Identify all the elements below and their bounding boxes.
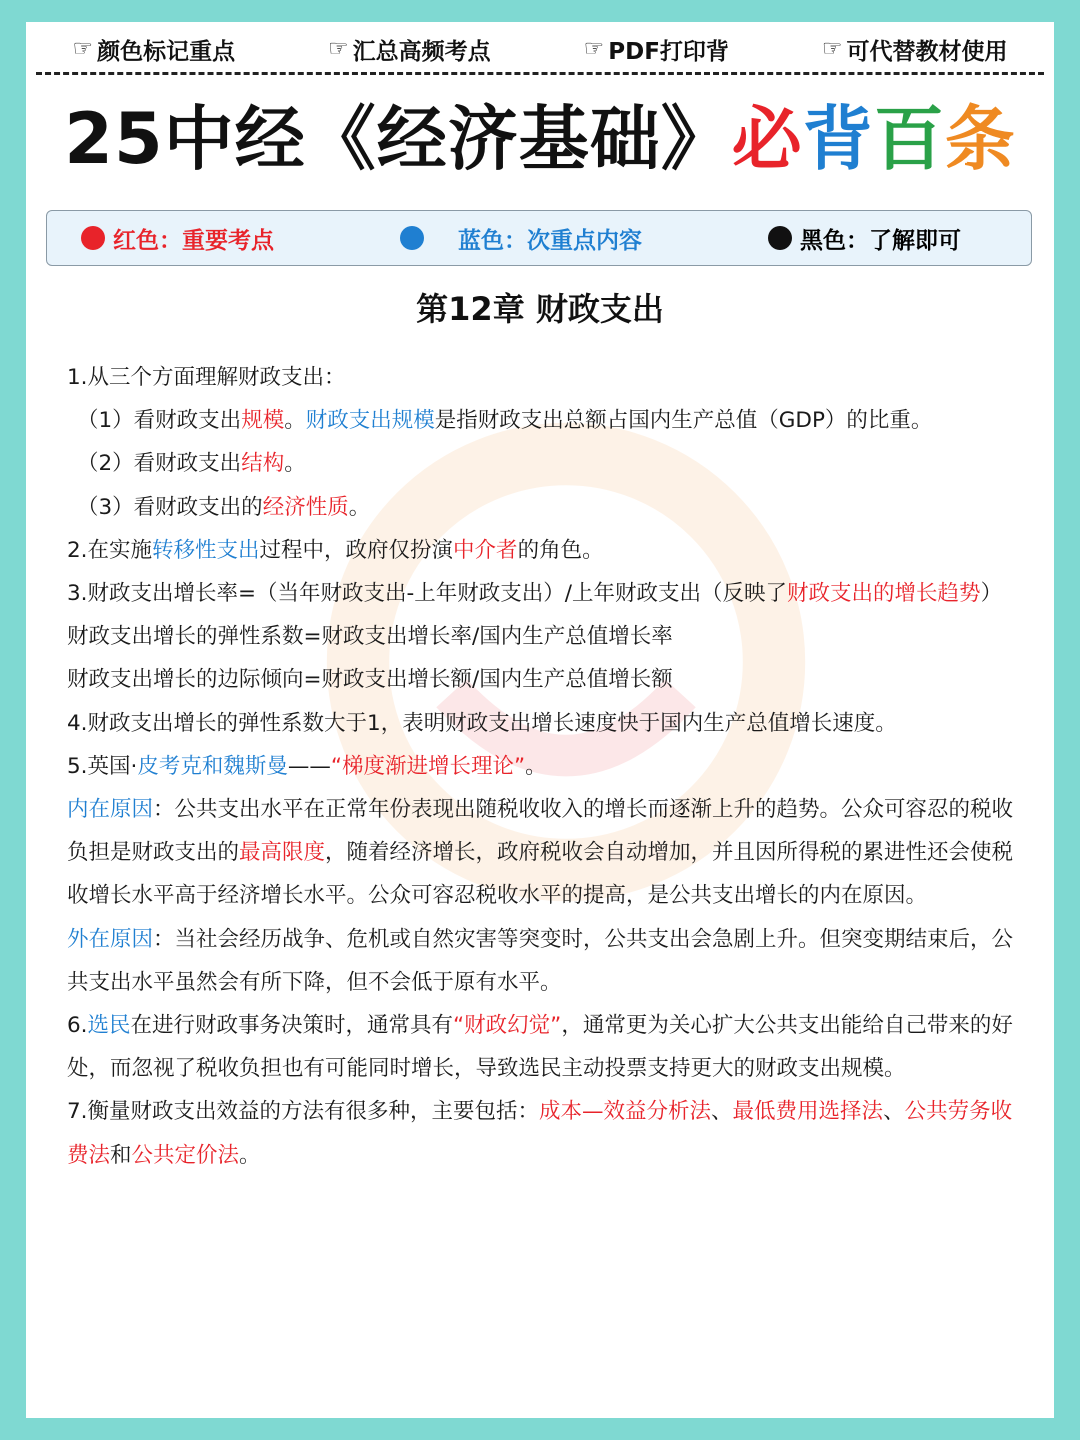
content-body: [67, 356, 1027, 1177]
paragraph: 6.选民在进行财政事务决策时，通常具有“财政幻觉”，通常更为关心扩大公共支出能给自己带来的好处，而忽视了税收负担也有可能同时增长，导致选民主动投票支持更大的财政支出规模。: [67, 1013, 1013, 1082]
dashed-divider: [36, 72, 1044, 75]
paragraph: （3）看财政支出的经济性质。: [77, 494, 371, 520]
red-dot-icon: [81, 226, 105, 250]
pointing-hand-icon: ☞: [72, 36, 94, 62]
black-dot-icon: [768, 226, 792, 250]
paragraph: 外在原因：当社会经历战争、危机或自然灾害等突变时，公共支出会急剧上升。但突变期结束后，公共支出水平虽然会有所下降，但不会低于原有水平。: [67, 926, 1014, 995]
feature-tag: ☞ 颜色标记重点: [72, 36, 236, 65]
paragraph: 内在原因：公共支出水平在正常年份表现出随税收收入的增长而逐渐上升的趋势。公众可容忍的税收负担是财政支出的最高限度，随着经济增长，政府税收会自动增加，并且因所得税的累进性还会使税收增长水平高于经济增长水平。公众可容忍税收水平的提高，是公共支出增长的内在原因。: [67, 797, 1014, 909]
paragraph: 财政支出增长的弹性系数=财政支出增长率/国内生产总值增长率: [67, 624, 673, 650]
chapter-heading: 第12章 财政支出: [416, 290, 664, 328]
pointing-hand-icon: ☞: [583, 36, 605, 62]
page-title: 25中经《经济基础》必背百条: [64, 98, 1016, 180]
legend-black: 黑色：了解即可: [768, 222, 961, 255]
feature-tag: ☞ 汇总高频考点: [328, 36, 491, 65]
paragraph: 2.在实施转移性支出过程中，政府仅扮演中介者的角色。: [67, 537, 604, 563]
legend-blue: 蓝色：次重点内容: [400, 222, 642, 255]
feature-tag: ☞ 可代替教材使用: [821, 36, 1008, 65]
document-page: [26, 22, 1054, 1418]
paragraph: 4.财政支出增长的弹性系数大于1，表明财政支出增长速度快于国内生产总值增长速度。: [67, 710, 897, 736]
blue-dot-icon: [400, 226, 424, 250]
feature-tags-bar: [26, 28, 1054, 70]
legend-red: 红色：重要考点: [81, 222, 274, 255]
pointing-hand-icon: ☞: [821, 36, 843, 62]
paragraph: 5.英国·皮考克和魏斯曼——“梯度渐进增长理论”。: [67, 753, 547, 779]
paragraph: 7.衡量财政支出效益的方法有很多种，主要包括：成本—效益分析法、最低费用选择法、公共劳务收费法和公共定价法。: [67, 1099, 1013, 1168]
paragraph: 3.财政支出增长率=（当年财政支出-上年财政支出）/上年财政支出（反映了财政支出的增长趋势）: [67, 581, 1003, 607]
paragraph: （2）看财政支出结构。: [77, 451, 306, 477]
paragraph: 1.从三个方面理解财政支出：: [67, 365, 346, 390]
paragraph: 财政支出增长的边际倾向=财政支出增长额/国内生产总值增长额: [67, 667, 673, 693]
pointing-hand-icon: ☞: [328, 36, 349, 62]
paragraph: （1）看财政支出规模。财政支出规模是指财政支出总额占国内生产总值（GDP）的比重。: [77, 408, 933, 434]
page-number: 32: [528, 1394, 552, 1416]
color-legend: [46, 210, 1032, 266]
feature-tag: ☞ PDF打印背: [583, 36, 729, 65]
